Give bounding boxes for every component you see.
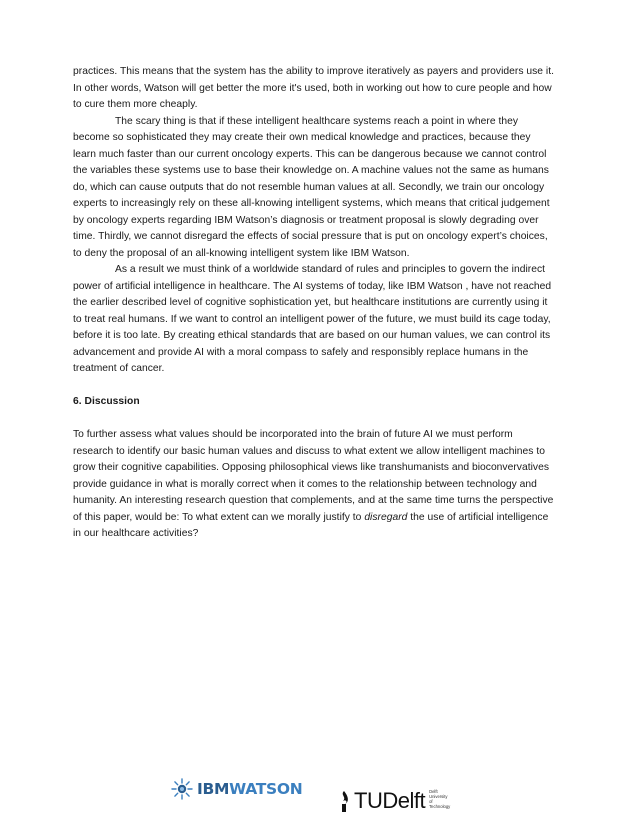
tudelft-flame-icon xyxy=(336,790,352,812)
ibm-watson-wordmark: IBMWATSON xyxy=(197,780,303,798)
spacer xyxy=(73,411,555,428)
spacer xyxy=(73,378,555,395)
watson-globe-icon xyxy=(170,777,194,801)
paragraph-2: The scary thing is that if these intelligent healthcare systems reach a point in where they become so sophisticated they may create their own medical knowledge and practices, because they learn much faster than our current oncology experts. This can be dangerous because we cannot control the variables these systems use to base their knowledge on. A machine values not the same as humans do, which can cause outputs that do not resemble human values at all. Secondly, we train our oncology experts to increasingly rely on these all-knowing intelligent systems, which means that critical judgement by oncology experts regarding IBM Watson’s diagnosis or treatment proposal is slowly degrading over time. Thirdly, we cannot disregard the effects of social pressure that is put on oncology expert’s choices, to deny the proposal of an all-knowing intelligent system like IBM Watson. xyxy=(73,115,550,259)
paragraph-3: As a result we must think of a worldwide standard of rules and principles to govern the indirect power of artificial intelligence in healthcare. The AI systems of today, like IBM Watson , have not reached the earlier described level of cognitive sophistication yet, but healthcare institutions are currently using it to treat real humans. If we want to control an intelligent power of the future, we must build its cage today, before it is too late. By creating ethical standards that are based on our human values, we can control its advancement and provide AI with a moral compass to safely and responsibly replace humans in the treatment of cancer. xyxy=(73,264,552,374)
tudelft-logo xyxy=(336,772,451,812)
body-text xyxy=(73,64,555,543)
ibm-watson-logo xyxy=(170,772,302,806)
section-heading: 6. Discussion xyxy=(73,396,140,407)
discussion-text-end: the use of artificial intelligence in our healthcare activities? xyxy=(73,511,549,539)
tudelft-wordmark: TUDelft xyxy=(354,788,426,813)
discussion-text-start: To further assess what values should be incorporated into the brain of future AI we must perform research to identify our basic human values and discuss to what extent we allow intelligent machines to grow their cognitive capabilities. Opposing philosophical views like transhumanists and bioconvervatives provide guidance in what is morally correct when it comes to the relationship between technology and humanity. An interesting research question that complements, and at the same time turns the perspective of this paper, would be: To what extent can we morally justify to xyxy=(73,429,554,523)
tudelft-subtext: Delft University of Technology xyxy=(429,789,451,809)
paragraph-1: practices. This means that the system has the ability to improve iteratively as payers and providers use it. In other words, Watson will get better the more it's used, both in working out how to cure people and how to cure them more cheaply. xyxy=(73,66,554,110)
emphasis-word: disregard xyxy=(364,511,408,523)
discussion-paragraph xyxy=(73,427,555,543)
footer-logos xyxy=(0,772,638,812)
